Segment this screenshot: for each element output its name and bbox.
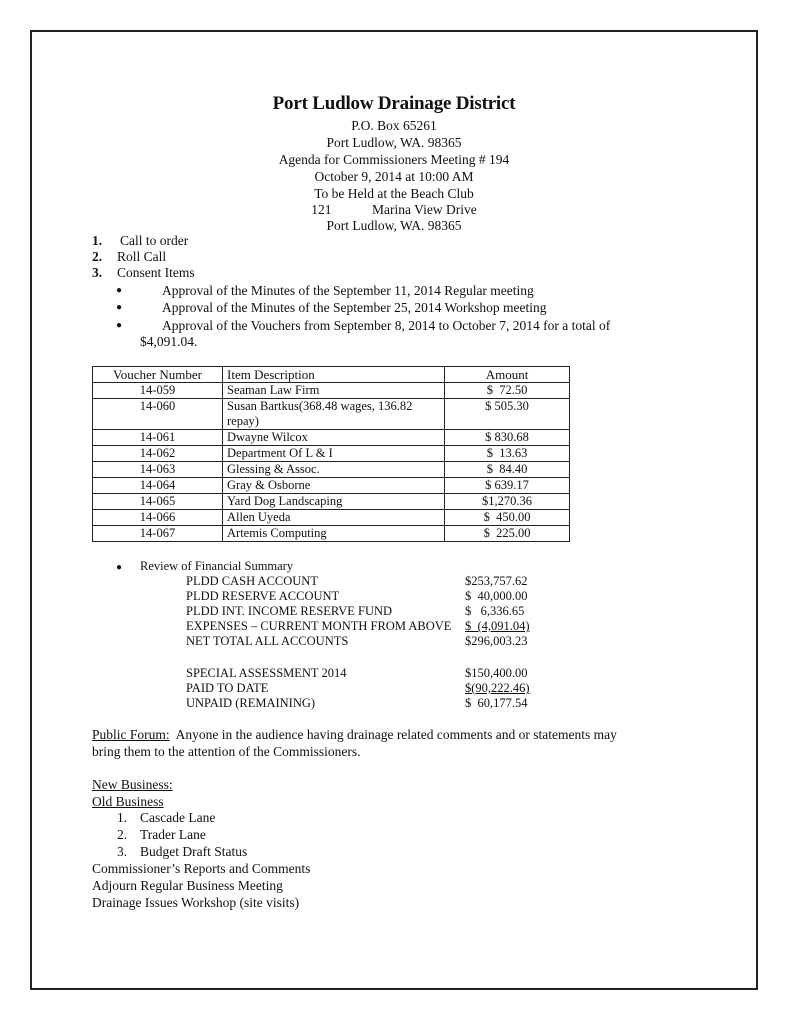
table-row: [93, 510, 570, 526]
location-city: Port Ludlow, WA. 98365: [326, 218, 462, 233]
voucher-number: 14-059: [93, 383, 223, 399]
po-box: P.O. Box 65261: [351, 118, 437, 133]
agenda-item-number: 3.: [92, 265, 103, 280]
table-row: [93, 494, 570, 510]
table-row: [93, 430, 570, 446]
account-value: $296,003.23: [465, 634, 528, 648]
voucher-number: 14-061: [93, 430, 223, 446]
voucher-amount: $ 225.00: [445, 526, 570, 542]
commissioners-reports: Commissioner’s Reports and Comments: [92, 861, 311, 876]
voucher-amount: $ 505.30: [445, 399, 570, 430]
assessment-label: PAID TO DATE: [186, 681, 269, 695]
meeting-location: To be Held at the Beach Club: [314, 186, 474, 201]
assessment-label: UNPAID (REMAINING): [186, 696, 316, 710]
header-amount: Amount: [445, 367, 570, 383]
table-row: [93, 478, 570, 494]
public-forum-paragraph: [92, 727, 617, 743]
assessment-label: SPECIAL ASSESSMENT 2014: [186, 666, 347, 680]
voucher-description: Department Of L & I: [223, 446, 445, 462]
table-row: [93, 526, 570, 542]
bullet-icon: ●: [116, 302, 123, 313]
street-address: 121 Marina View Drive: [311, 202, 477, 217]
account-value: $ 40,000.00: [465, 589, 528, 603]
list-number: 1.: [117, 810, 128, 825]
table-row: [93, 446, 570, 462]
account-value: $ (4,091.04): [465, 619, 530, 633]
table-row: [93, 462, 570, 478]
agenda-item-roll-call: Roll Call: [117, 249, 167, 264]
voucher-amount: $ 450.00: [445, 510, 570, 526]
voucher-number: 14-060: [93, 399, 223, 430]
voucher-description: Dwayne Wilcox: [223, 430, 445, 446]
account-value: $253,757.62: [465, 574, 528, 588]
assessment-value: $150,400.00: [465, 666, 528, 680]
account-label: NET TOTAL ALL ACCOUNTS: [186, 634, 349, 648]
voucher-number: 14-065: [93, 494, 223, 510]
bullet-icon: ●: [116, 562, 123, 573]
voucher-description: Yard Dog Landscaping: [223, 494, 445, 510]
public-forum-text: Anyone in the audience having drainage related comments and or statements may: [169, 727, 617, 742]
city-line: Port Ludlow, WA. 98365: [326, 135, 462, 150]
voucher-number: 14-067: [93, 526, 223, 542]
district-title: Port Ludlow Drainage District: [272, 93, 516, 114]
assessment-value: $(90,222.46): [465, 681, 530, 695]
voucher-amount: $ 13.63: [445, 446, 570, 462]
list-number: 3.: [117, 844, 128, 859]
new-business-heading: New Business:: [92, 777, 173, 792]
agenda-item-number: 2.: [92, 249, 103, 264]
financial-summary-heading: Review of Financial Summary: [140, 559, 294, 573]
assessment-value: $ 60,177.54: [465, 696, 528, 710]
drainage-workshop: Drainage Issues Workshop (site visits): [92, 895, 300, 910]
voucher-table: [92, 366, 570, 542]
account-value: $ 6,336.65: [465, 604, 525, 618]
voucher-number: 14-062: [93, 446, 223, 462]
old-business-item-budget-draft: Budget Draft Status: [140, 844, 248, 859]
voucher-description: Artemis Computing: [223, 526, 445, 542]
voucher-description: Glessing & Assoc.: [223, 462, 445, 478]
old-business-item-trader-lane: Trader Lane: [140, 827, 206, 842]
voucher-description: Gray & Osborne: [223, 478, 445, 494]
account-label: EXPENSES – CURRENT MONTH FROM ABOVE: [186, 619, 452, 633]
table-row: [93, 383, 570, 399]
agenda-item-consent: Consent Items: [117, 265, 195, 280]
agenda-item-number: 1.: [92, 233, 103, 248]
voucher-description: Susan Bartkus(368.48 wages, 136.82 repay): [223, 399, 445, 430]
consent-vouchers: Approval of the Vouchers from September 8, 2014 to October 7, 2014 for a total of: [162, 318, 611, 333]
bullet-icon: ●: [116, 285, 123, 296]
list-number: 2.: [117, 827, 128, 842]
public-forum-text-line2: bring them to the attention of the Commissioners.: [92, 744, 361, 759]
account-label: PLDD CASH ACCOUNT: [186, 574, 318, 588]
voucher-number: 14-064: [93, 478, 223, 494]
voucher-description: Seaman Law Firm: [223, 383, 445, 399]
consent-minutes-sep25: Approval of the Minutes of the September 25, 2014 Workshop meeting: [162, 300, 547, 315]
old-business-item-cascade-lane: Cascade Lane: [140, 810, 216, 825]
voucher-amount: $ 84.40: [445, 462, 570, 478]
table-header-row: [93, 367, 570, 383]
voucher-amount: $1,270.36: [445, 494, 570, 510]
public-forum-label: Public Forum:: [92, 727, 170, 742]
voucher-description: Allen Uyeda: [223, 510, 445, 526]
meeting-title: Agenda for Commissioners Meeting # 194: [278, 152, 510, 167]
header-voucher-number: Voucher Number: [93, 367, 223, 383]
voucher-amount: $ 639.17: [445, 478, 570, 494]
voucher-number: 14-066: [93, 510, 223, 526]
voucher-amount: $ 72.50: [445, 383, 570, 399]
agenda-item-call-to-order: Call to order: [120, 233, 189, 248]
voucher-amount: $ 830.68: [445, 430, 570, 446]
account-label: PLDD RESERVE ACCOUNT: [186, 589, 340, 603]
bullet-icon: ●: [116, 320, 123, 331]
voucher-total: $4,091.04.: [140, 334, 198, 349]
consent-minutes-sep11: Approval of the Minutes of the September 11, 2014 Regular meeting: [162, 283, 534, 298]
old-business-heading: Old Business: [92, 794, 164, 809]
header-item-description: Item Description: [223, 367, 445, 383]
adjourn-meeting: Adjourn Regular Business Meeting: [92, 878, 283, 893]
account-label: PLDD INT. INCOME RESERVE FUND: [186, 604, 393, 618]
meeting-date: October 9, 2014 at 10:00 AM: [314, 169, 474, 184]
voucher-number: 14-063: [93, 462, 223, 478]
table-row: [93, 399, 570, 430]
